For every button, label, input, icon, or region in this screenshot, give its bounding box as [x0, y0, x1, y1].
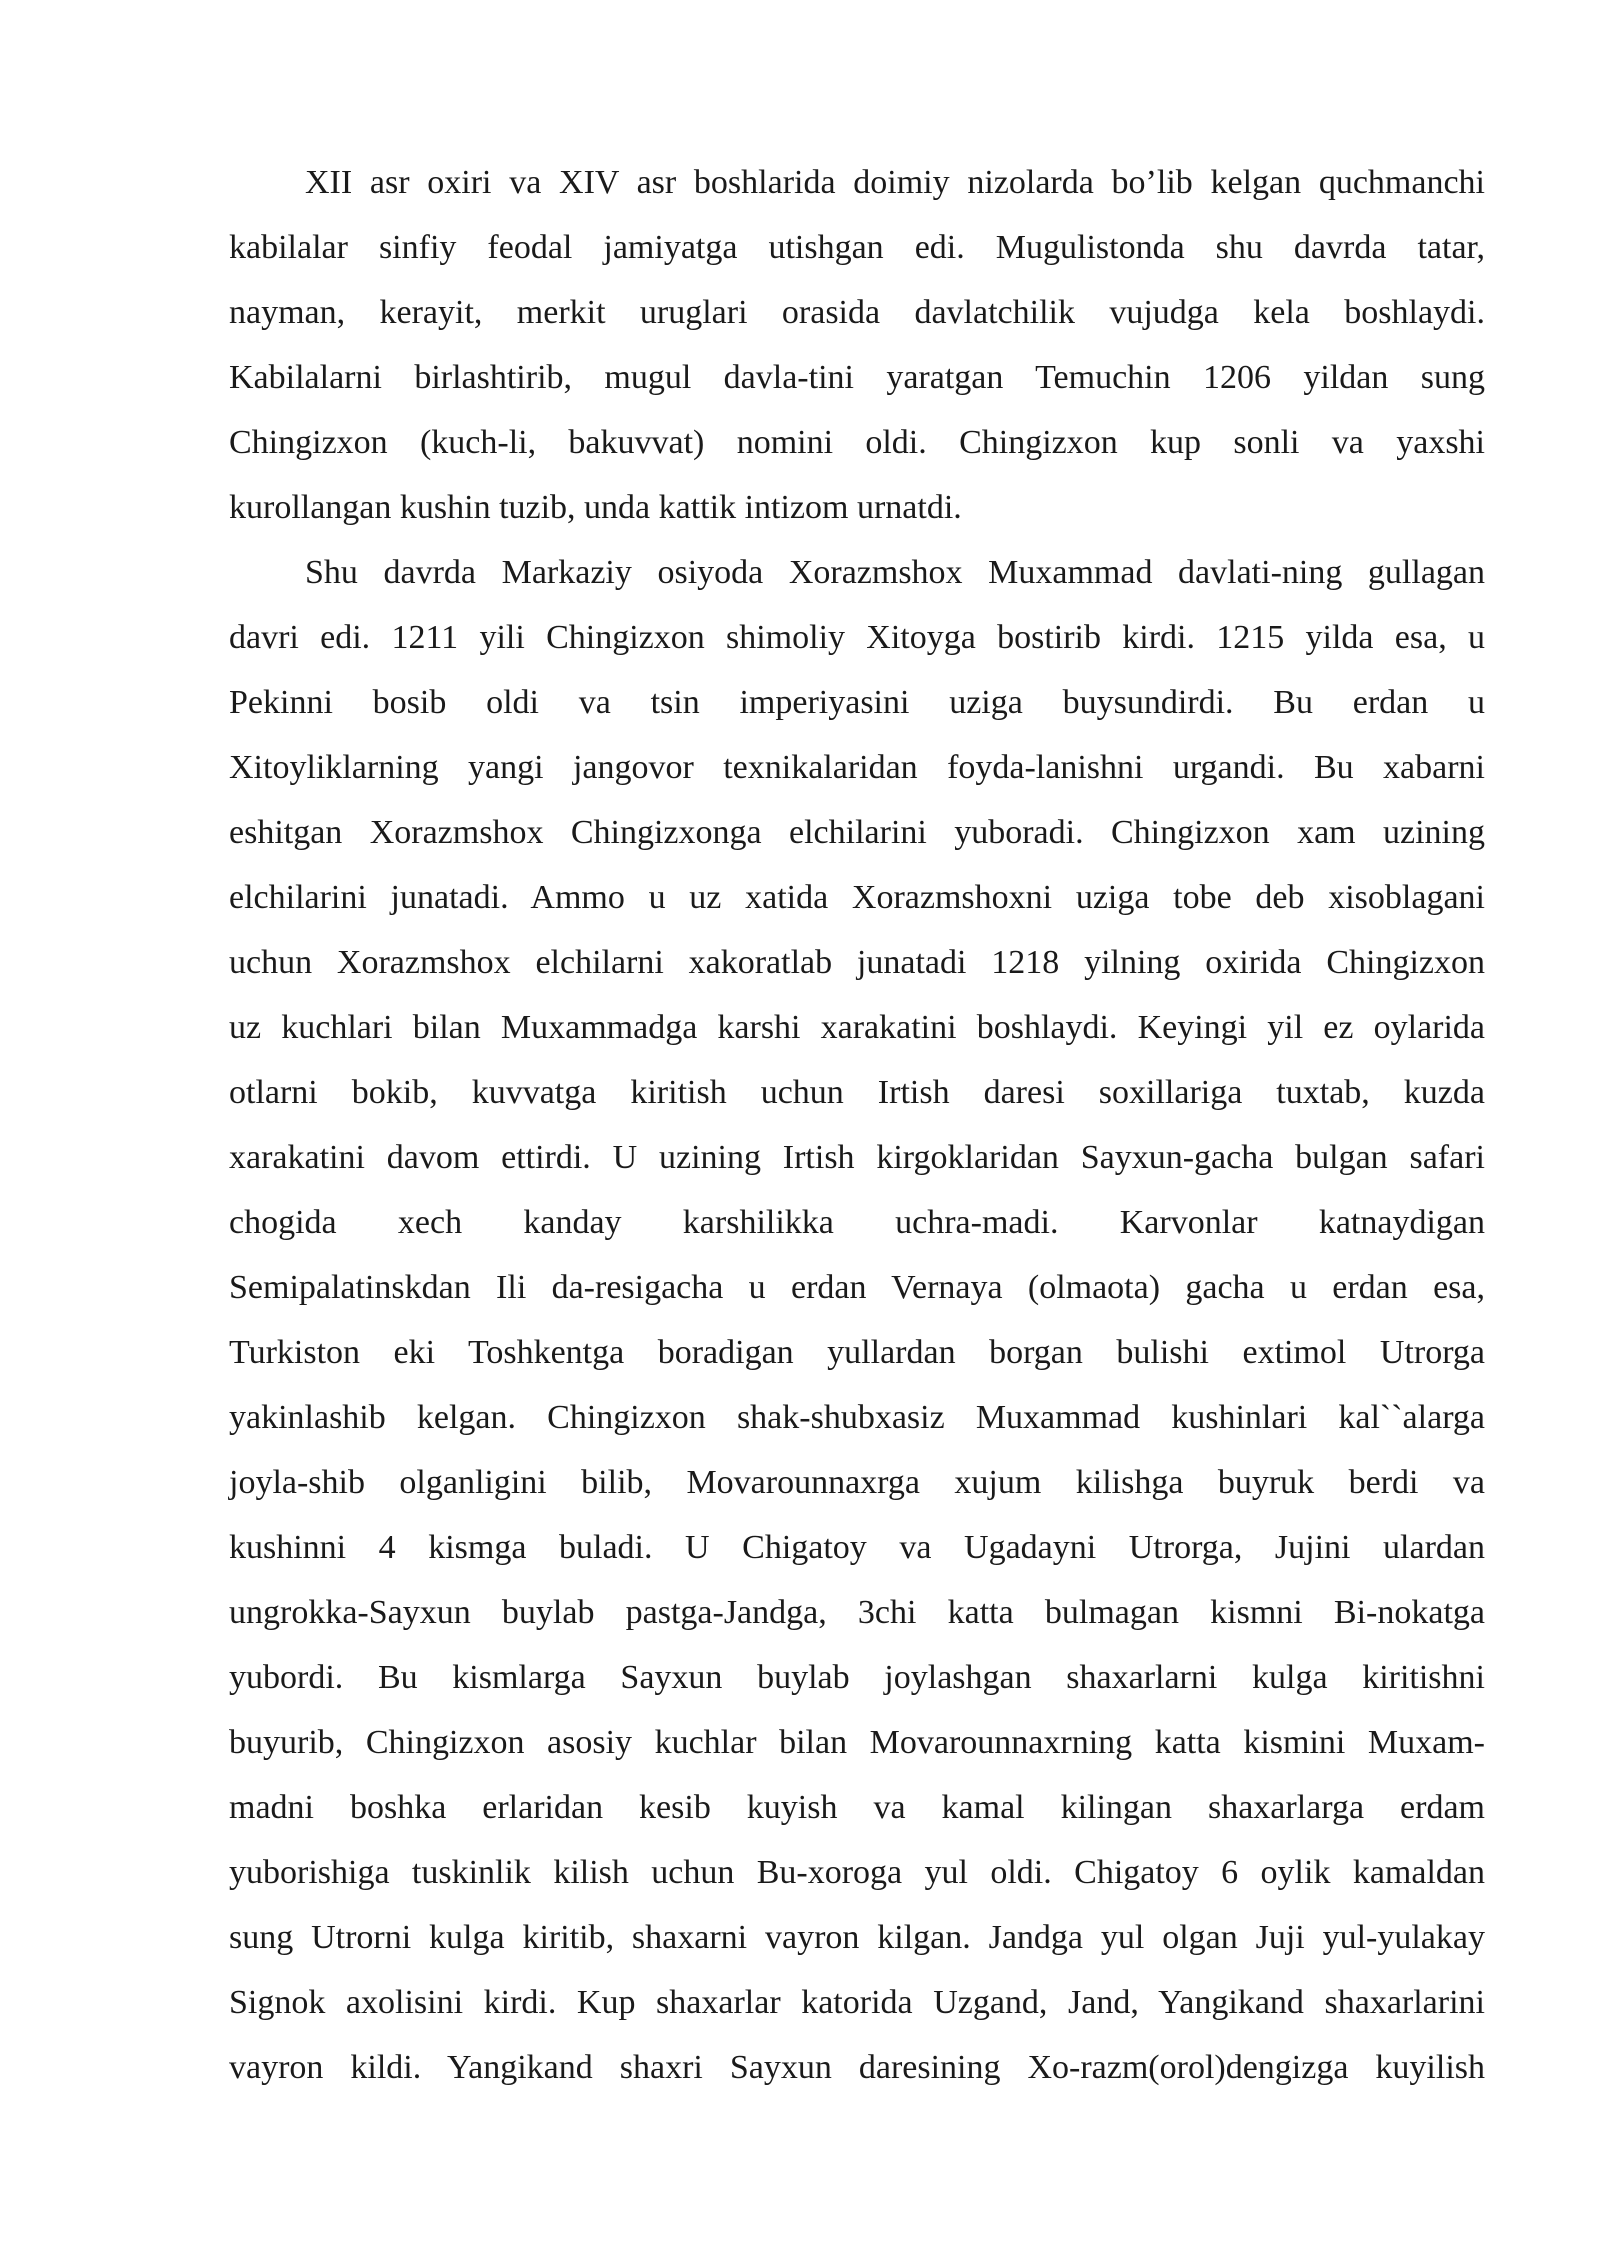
paragraph-2 [229, 540, 1485, 2100]
text-line: chogida xech kanday karshilikka uchra-madi. Karvonlar katnaydigan [229, 1204, 1485, 1241]
text-line: Chingizxon (kuch-li, bakuvvat) nomini oldi. Chingizxon kup sonli va yaxshi [229, 424, 1485, 461]
text-line: madni boshka erlaridan kesib kuyish va kamal kilingan shaxarlarga erdam [229, 1789, 1485, 1826]
text-line: nayman, kerayit, merkit uruglari orasida davlatchilik vujudga kela boshlaydi. [229, 294, 1485, 331]
text-line: yubordi. Bu kismlarga Sayxun buylab joylashgan shaxarlarni kulga kiritishni [229, 1659, 1485, 1696]
text-line: uz kuchlari bilan Muxammadga karshi xarakatini boshlaydi. Keyingi yil ez oylarida [229, 1009, 1485, 1046]
text-line: Signok axolisini kirdi. Kup shaxarlar katorida Uzgand, Jand, Yangikand shaxarlarini [229, 1984, 1485, 2021]
text-line: eshitgan Xorazmshox Chingizxonga elchilarini yuboradi. Chingizxon xam uzining [229, 814, 1485, 851]
text-line: kabilalar sinfiy feodal jamiyatga utishgan edi. Mugulistonda shu davrda tatar, [229, 229, 1485, 266]
text-line: davri edi. 1211 yili Chingizxon shimoliy Xitoyga bostirib kirdi. 1215 yilda esa, u [229, 619, 1485, 656]
text-line: Semipalatinskdan Ili da-resigacha u erdan Vernaya (olmaota) gacha u erdan esa, [229, 1269, 1485, 1306]
text-line: joyla-shib olganligini bilib, Movarounnaxrga xujum kilishga buyruk berdi va [229, 1464, 1485, 1501]
text-line: sung Utrorni kulga kiritib, shaxarni vayron kilgan. Jandga yul olgan Juji yul-yulakay [229, 1919, 1485, 1956]
document-body [229, 150, 1485, 2100]
paragraph-1 [229, 150, 1485, 540]
text-line: kurollangan kushin tuzib, unda kattik intizom urnatdi. [229, 489, 962, 526]
text-line: yakinlashib kelgan. Chingizxon shak-shubxasiz Muxammad kushinlari kal``alarga [229, 1399, 1485, 1436]
text-line: XII asr oxiri va XIV asr boshlarida doimiy nizolarda bo’lib kelgan quchmanchi [305, 164, 1485, 201]
text-line: kushinni 4 kismga buladi. U Chigatoy va Ugadayni Utrorga, Jujini ulardan [229, 1529, 1485, 1566]
text-line: yuborishiga tuskinlik kilish uchun Bu-xoroga yul oldi. Chigatoy 6 oylik kamaldan [229, 1854, 1485, 1891]
text-line: Pekinni bosib oldi va tsin imperiyasini uziga buysundirdi. Bu erdan u [229, 684, 1485, 721]
text-line: elchilarini junatadi. Ammo u uz xatida Xorazmshoxni uziga tobe deb xisoblagani [229, 879, 1485, 916]
text-line: buyurib, Chingizxon asosiy kuchlar bilan Movarounnaxrning katta kismini Muxam- [229, 1724, 1485, 1761]
text-line: xarakatini davom ettirdi. U uzining Irtish kirgoklaridan Sayxun-gacha bulgan safari [229, 1139, 1485, 1176]
text-line: Xitoyliklarning yangi jangovor texnikalaridan foyda-lanishni urgandi. Bu xabarni [229, 749, 1485, 786]
text-line: Kabilalarni birlashtirib, mugul davla-tini yaratgan Temuchin 1206 yildan sung [229, 359, 1485, 396]
text-line: uchun Xorazmshox elchilarni xakoratlab junatadi 1218 yilning oxirida Chingizxon [229, 944, 1485, 981]
text-line: Turkiston eki Toshkentga boradigan yullardan borgan bulishi extimol Utrorga [229, 1334, 1485, 1371]
text-line: Shu davrda Markaziy osiyoda Xorazmshox Muxammad davlati-ning gullagan [305, 554, 1485, 591]
text-line: ungrokka-Sayxun buylab pastga-Jandga, 3chi katta bulmagan kismni Bi-nokatga [229, 1594, 1485, 1631]
text-line: otlarni bokib, kuvvatga kiritish uchun Irtish daresi soxillariga tuxtab, kuzda [229, 1074, 1485, 1111]
text-line: vayron kildi. Yangikand shaxri Sayxun daresining Xo-razm(orol)dengizga kuyilish [229, 2049, 1485, 2086]
